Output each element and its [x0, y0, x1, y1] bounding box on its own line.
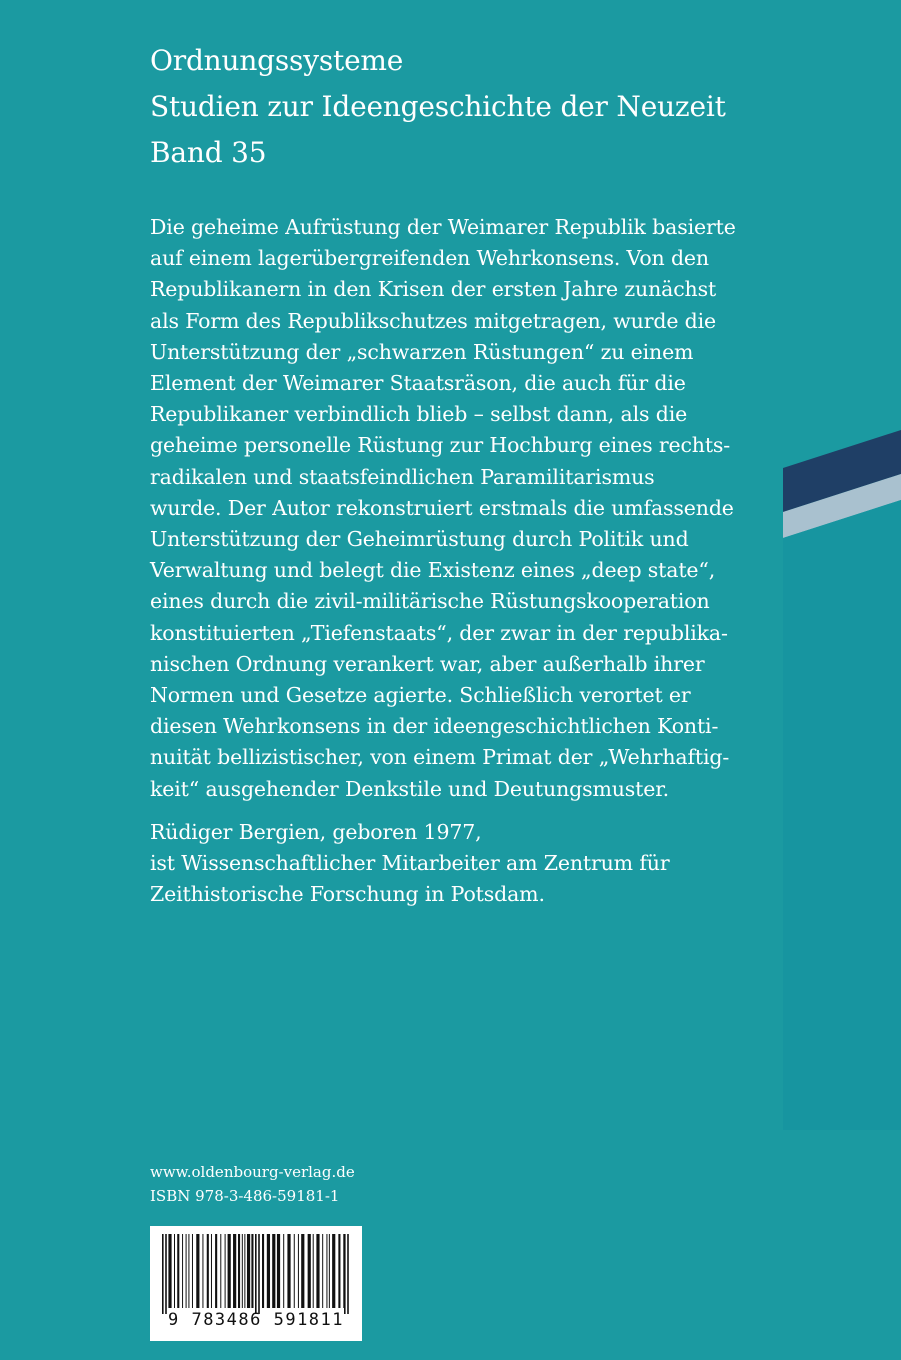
barcode-bar [272, 1234, 275, 1308]
series-header [150, 38, 790, 176]
barcode-bar [186, 1234, 187, 1308]
barcode-bar [329, 1234, 330, 1308]
description-line: Normen und Gesetze agierte. Schließlich verortet er [150, 683, 691, 708]
description-line: Verwaltung und belegt die Existenz eines „deep state“, [150, 558, 716, 583]
barcode-bar [247, 1234, 250, 1308]
barcode-bar [192, 1234, 193, 1308]
barcode-bar [344, 1234, 346, 1314]
barcode-bar [242, 1234, 243, 1308]
stripe-teal [783, 500, 901, 1130]
author-bio-line: ist Wissenschaftlicher Mitarbeiter am Zentrum für [150, 851, 670, 876]
barcode-bar [177, 1234, 179, 1308]
barcode-bar [308, 1234, 311, 1308]
barcode-bar [225, 1234, 226, 1308]
description-line: Die geheime Aufrüstung der Weimarer Republik basierte [150, 215, 736, 239]
barcode-bar [262, 1234, 264, 1308]
description-line: Republikaner verbindlich blieb – selbst dann, als die [150, 402, 688, 427]
description-line: diesen Wehrkonsens in der ideengeschichtlichen Konti- [150, 714, 719, 739]
barcode-bar [174, 1234, 175, 1308]
barcode-bar [168, 1234, 171, 1308]
barcode-bar [196, 1234, 199, 1308]
barcode-bar [322, 1234, 323, 1308]
book-description [150, 212, 736, 805]
description-line: nischen Ordnung verankert war, aber außerhalb ihrer [150, 651, 705, 676]
barcode-bar [347, 1234, 349, 1314]
barcode-bar [251, 1234, 253, 1308]
isbn-barcode [150, 1226, 362, 1341]
barcode-bar [338, 1234, 340, 1308]
description-line: auf einem lagerübergreifenden Wehrkonsens. Von den [150, 246, 709, 271]
series-volume: Band 35 [150, 136, 267, 169]
description-line: keit“ ausgehender Denkstile und Deutungsmuster. [150, 776, 670, 801]
barcode-bar [244, 1234, 245, 1308]
author-bio-line: Zeithistorische Forschung in Potsdam. [150, 882, 545, 907]
barcode-bars [160, 1234, 352, 1314]
description-line: nuität bellizistischer, von einem Primat der „Wehrhaftig- [150, 745, 730, 770]
barcode-bar [267, 1234, 270, 1308]
description-line: Element der Weimarer Staatsräson, die auch für die [150, 371, 686, 396]
barcode-bar [165, 1234, 167, 1314]
barcode-bar [258, 1234, 260, 1314]
barcode-bar [298, 1234, 299, 1308]
barcode-bar [215, 1234, 217, 1308]
publisher-info [150, 1160, 550, 1208]
author-bio [150, 817, 750, 911]
description-line: eines durch die zivil-militärische Rüstungskooperation [150, 589, 710, 614]
barcode-bar [316, 1234, 319, 1308]
description-line: geheime personelle Rüstung zur Hochburg eines rechts- [150, 433, 731, 458]
author-bio-line: Rüdiger Bergien, geboren 1977, [150, 820, 482, 844]
barcode-bar [255, 1234, 257, 1314]
isbn-label: ISBN 978-3-486-59181-1 [150, 1187, 340, 1205]
description-line: Republikanern in den Krisen der ersten Jahre zunächst [150, 277, 717, 302]
barcode-bar [294, 1234, 295, 1308]
barcode-bar [238, 1234, 240, 1308]
series-name: Ordnungssysteme [150, 44, 404, 77]
description-line: radikalen und staatsfeindlichen Paramilitarismus [150, 464, 655, 489]
decorative-stripes [783, 430, 901, 1130]
description-line: als Form des Republikschutzes mitgetragen, wurde die [150, 308, 717, 333]
description-line: Unterstützung der „schwarzen Rüstungen“ zu einem [150, 339, 694, 364]
barcode-bar [182, 1234, 183, 1308]
barcode-bar [277, 1234, 280, 1308]
barcode-bar [228, 1234, 231, 1308]
barcode-bar [301, 1234, 304, 1308]
description-line: Unterstützung der Geheimrüstung durch Politik und [150, 527, 689, 552]
barcode-digits: 9 783486 591811 [167, 1310, 345, 1330]
barcode-bar [202, 1234, 203, 1308]
barcode-bar [233, 1234, 236, 1308]
barcode-bar [287, 1234, 290, 1308]
barcode-bar [207, 1234, 209, 1308]
series-subtitle: Studien zur Ideengeschichte der Neuzeit [150, 90, 726, 123]
description-line: konstituierten „Tiefenstaats“, der zwar in der republika- [150, 620, 728, 645]
barcode-bar [326, 1234, 327, 1308]
barcode-bar [332, 1234, 335, 1308]
publisher-url: www.oldenbourg-verlag.de [150, 1163, 355, 1181]
barcode-bar [162, 1234, 164, 1314]
barcode-bar [188, 1234, 189, 1308]
description-line: wurde. Der Autor rekonstruiert erstmals die umfassende [150, 495, 734, 520]
barcode-bar [313, 1234, 314, 1308]
barcode-bar [220, 1234, 221, 1308]
barcode-bar [283, 1234, 284, 1308]
barcode-bar [211, 1234, 212, 1308]
